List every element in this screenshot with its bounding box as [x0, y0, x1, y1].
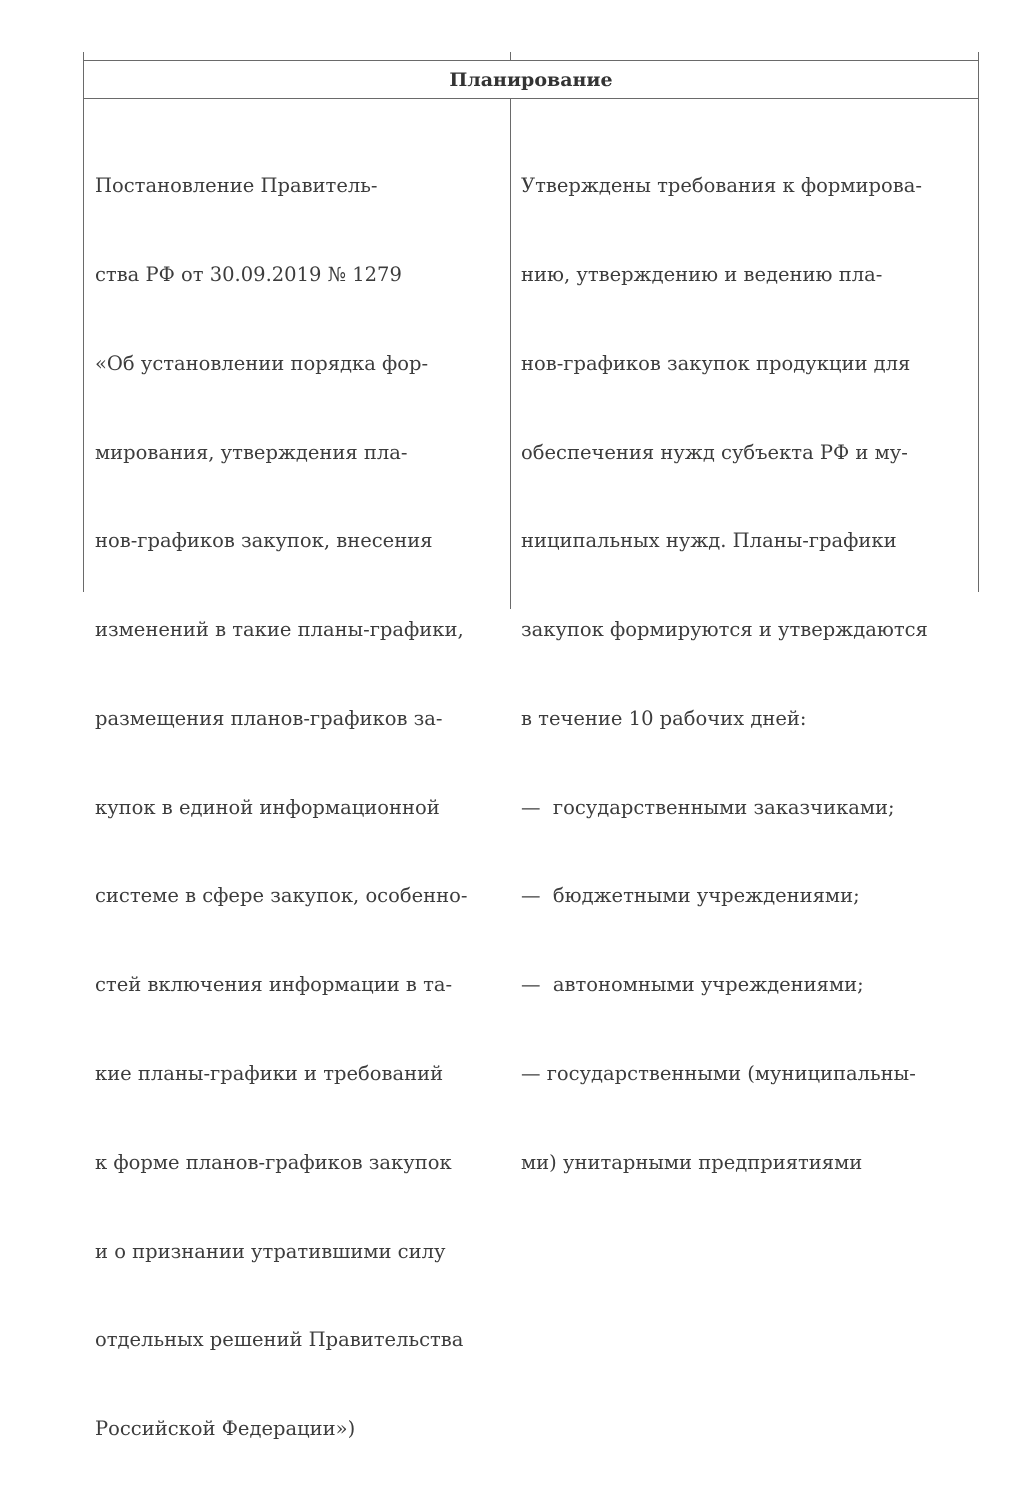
left-cell-line: Постановление Правитель- — [95, 174, 378, 198]
right-cell-line: Утверждены требования к формирова- — [521, 174, 922, 198]
left-cell-line: размещения планов-графиков за- — [95, 706, 443, 730]
right-cell-line: — автономными учреждениями; — [521, 973, 864, 997]
right-cell-line: обеспечения нужд субъекта РФ и му- — [521, 440, 908, 464]
left-cell-line: ства РФ от 30.09.2019 № 1279 — [95, 262, 402, 286]
left-cell-line: нов-графиков закупок, внесения — [95, 529, 433, 553]
left-cell-line: изменений в такие планы-графики, — [95, 618, 464, 642]
left-cell-line: кие планы-графики и требований — [95, 1062, 444, 1085]
left-cell-line: системе в сфере закупок, особенно- — [95, 884, 468, 908]
left-cell-line: купок в единой информационной — [95, 795, 440, 819]
right-cell-line: — бюджетными учреждениями; — [521, 884, 860, 908]
right-cell-line: закупок формируются и утверждаются — [521, 618, 928, 642]
column-divider — [510, 99, 511, 609]
right-cell-line: — государственными (муниципальны- — [521, 1062, 916, 1085]
left-cell-line: и о признании утратившими силу — [95, 1239, 446, 1263]
table-header — [84, 60, 978, 99]
left-cell-line: мирования, утверждения пла- — [95, 440, 408, 464]
left-cell-line: «Об установлении порядка фор- — [95, 351, 429, 375]
right-cell-line: ми) унитарными предприятиями — [521, 1150, 863, 1174]
table-header-title: Планирование — [449, 68, 613, 91]
planning-table — [83, 52, 979, 1441]
right-cell — [521, 112, 928, 1237]
left-cell-line: к форме планов-графиков закупок — [95, 1150, 452, 1174]
column-divider-stub — [510, 52, 511, 60]
right-cell-line: в течение 10 рабочих дней: — [521, 706, 807, 730]
left-cell-line: отдельных решений Правительства — [95, 1328, 464, 1352]
right-cell-line: — государственными заказчиками; — [521, 795, 895, 819]
left-cell-line: стей включения информации в та- — [95, 973, 453, 997]
left-cell — [95, 112, 467, 1503]
right-cell-line: нов-графиков закупок продукции для — [521, 351, 911, 375]
left-cell-line: Российской Федерации») — [95, 1417, 356, 1441]
right-cell-line: ниципальных нужд. Планы-графики — [521, 529, 897, 553]
right-cell-line: нию, утверждению и ведению пла- — [521, 262, 883, 286]
